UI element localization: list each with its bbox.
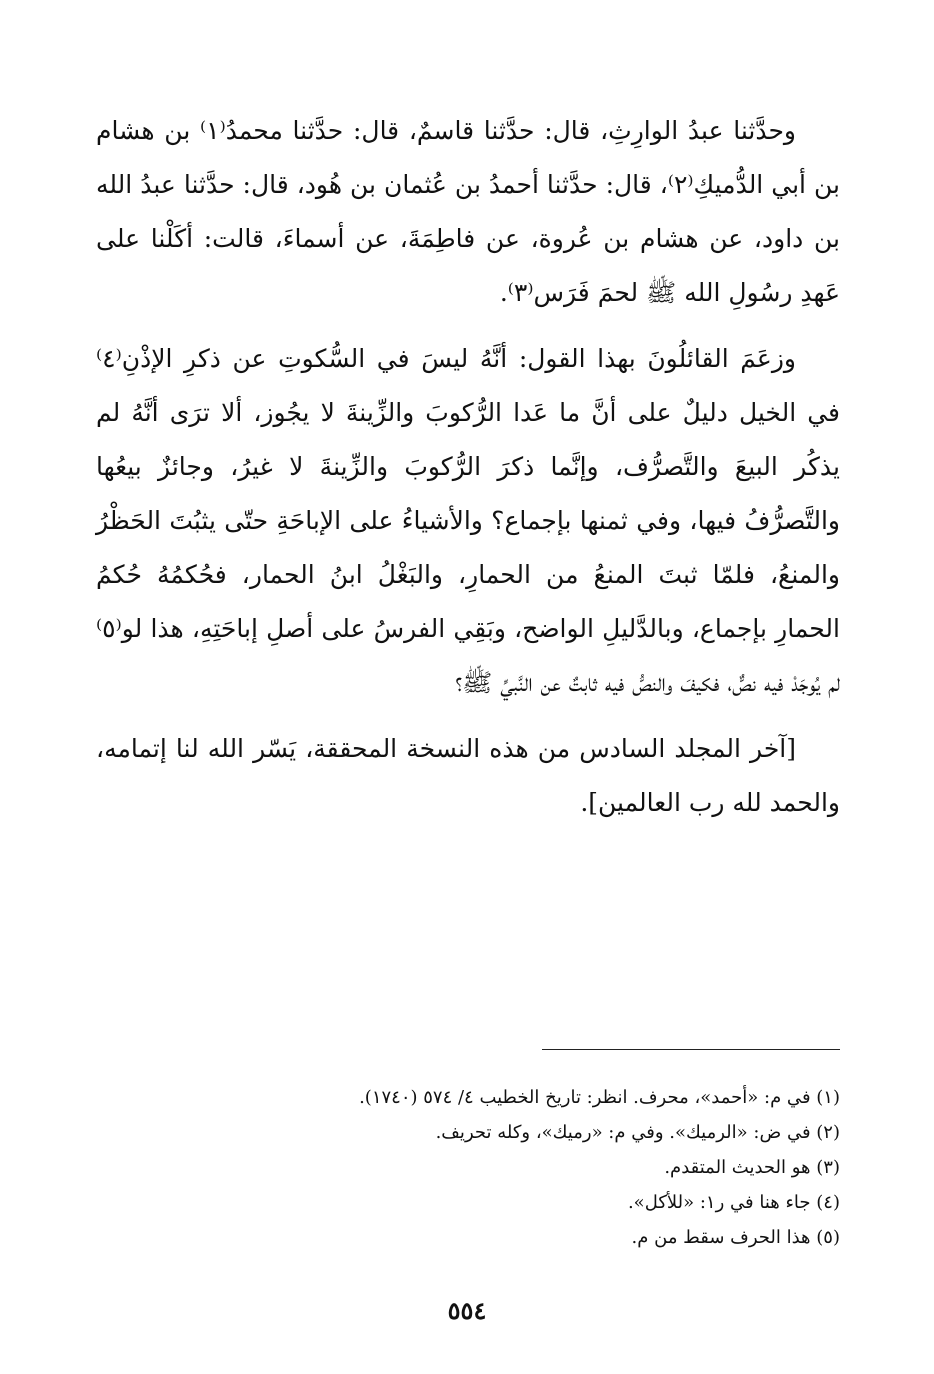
footnote-5: (٥) هذا الحرف سقط من م. <box>631 1227 840 1248</box>
footnote-2: (٢) في ض: «الرميك». وفي م: «رميك»، وكله تحريف. <box>435 1122 840 1143</box>
footnote-4: (٤) جاء هنا في ر١: «للأكل». <box>627 1192 840 1213</box>
footnote-3: (٣) هو الحديث المتقدم. <box>664 1157 840 1178</box>
paragraph-hadith-chain: وحدَّثنا عبدُ الوارِثِ، قال: حدَّثنا قاسمٌ، قال: حدَّثنا محمدُ⁽١⁾ بن هشام بن أبي الدُّميكِ⁽٢⁾، قال: حدَّثنا أحمدُ بن عُثمان بن هُود، قال: حدَّثنا عبدُ الله بن داود، عن هشام بن عُروة، عن فاطِمَةَ، عن أسماءَ، قالت: أكَلْنا على عَهدِ رسُولِ الله ﷺ لحمَ فَرَس⁽٣⁾. <box>96 116 840 307</box>
main-text <box>96 104 840 842</box>
paragraph-argument: وزعَمَ القائلُونَ بهذا القول: أنَّهُ ليسَ في السُّكوتِ عن ذكرِ الإذْنِ⁽٤⁾ في الخيل دليلٌ على أنَّ ما عَدا الرُّكوبَ والزِّينةَ لا يجُوز، ألا ترَى أنَّهُ لم يذكُر البيعَ والتَّصرُّف، وإنَّما ذكرَ الرُّكوبَ والزِّينةَ لا غيرُ، وجائزٌ بيعُها والتَّصرُّفُ فيها، وفي ثمنها بإجماع؟ والأشياءُ على الإباحَةِ حتّى يثبُتَ الحَظْرُ والمنعُ، فلمّا ثبتَ المنعُ من الحمارِ، والبَغْلُ ابنُ الحمار، فحُكمُهُ حُكمُ الحمارِ بإجماع، وبالدَّليلِ الواضح، وبَقِي الفرسُ على أصلِ إباحَتِهِ، هذا لو⁽٥⁾ لم يُوجَدْ فيه نصٌّ، فكيفَ والنصُّ فيه ثابتٌ عن النَّبيِّ ﷺ؟ <box>96 344 840 697</box>
paragraph-volume-end-note: [آخر المجلد السادس من هذه النسخة المحققة، يَسّر الله لنا إتمامه، والحمد لله رب العالمين]. <box>96 734 840 817</box>
footnotes <box>96 1080 840 1255</box>
footnote-1: (١) في م: «أحمد»، محرف. انظر: تاريخ الخطيب ٤/ ٥٧٤ (١٧٤٠). <box>359 1087 840 1108</box>
footnote-separator <box>542 1049 840 1050</box>
page-number: ٥٥٤ <box>447 1296 487 1325</box>
